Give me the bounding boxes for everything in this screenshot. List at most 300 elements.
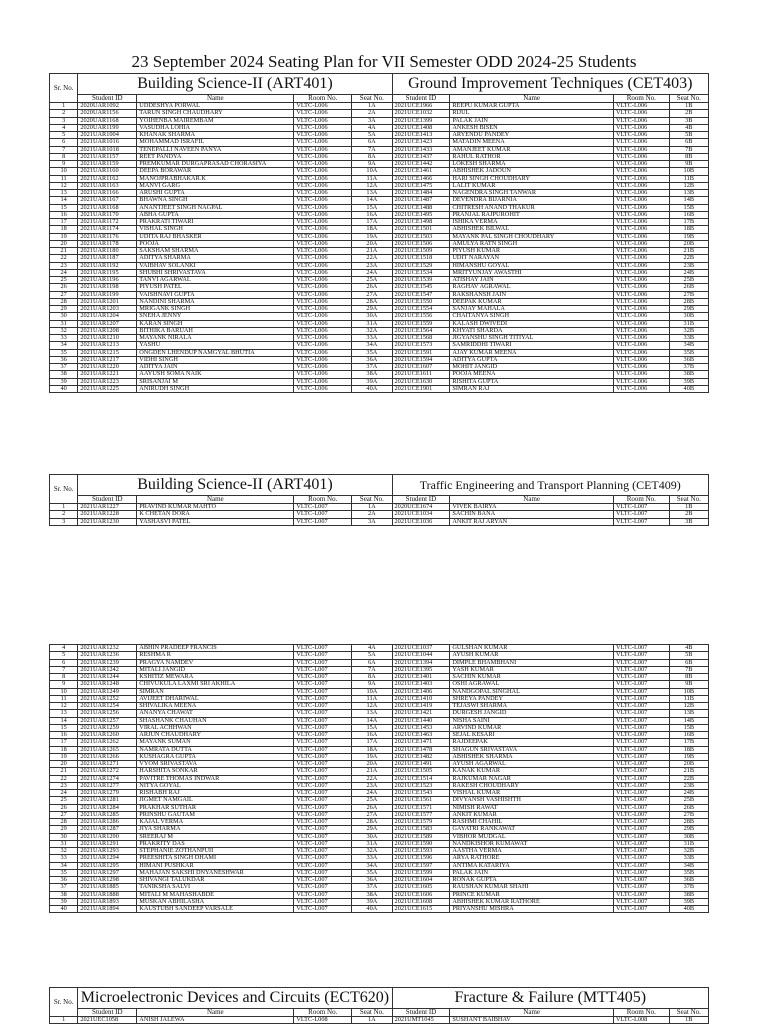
student-name-cell: UDITA RAJ BHASKER [137,233,294,240]
student-id-cell: 2021UCE1506 [392,240,450,247]
student-id-cell: 2021UCE1594 [392,356,450,363]
sr-no-cell: 28 [50,298,78,305]
table-row [50,826,709,833]
table-row [50,277,709,284]
sr-no-cell: 36 [50,877,78,884]
room-no-cell: VLTC-L006 [294,132,352,139]
student-name-cell: GULSHAN KUMAR [450,645,614,652]
student-id-cell: 2021UAR1287 [78,826,137,833]
room-no-cell: VLTC-L007 [294,840,352,847]
room-no-cell: VLTC-L007 [614,775,670,782]
student-name-cell: UDIT NARAYAN [450,255,614,262]
seat-no-cell: 1A [352,1017,392,1024]
student-id-cell: 2021UCE1966 [392,103,450,110]
table-row [50,168,709,175]
student-name-cell: PRINSHU GAUTAM [137,811,294,818]
student-id-cell: 2021UAR1192 [78,262,137,269]
student-name-cell: VISHAL SINGH [137,226,294,233]
student-id-cell: 2021UAR1259 [78,724,137,731]
seat-no-cell: 8A [352,674,392,681]
student-id-cell: 2021UAR1180 [78,248,137,255]
room-no-cell: VLTC-L007 [294,739,352,746]
sr-no-cell: 21 [50,768,78,775]
sr-no-cell: 27 [50,291,78,298]
student-name-cell: RIJUL [450,110,614,117]
seat-no-cell: 14A [352,197,392,204]
seat-no-cell: 22A [352,775,392,782]
student-id-cell: 2021UCE1514 [392,775,450,782]
student-name-cell: DIVYANSH VASHISHTH [450,797,614,804]
seat-no-cell: 40B [669,385,708,392]
student-name-cell: BITHIKA BARUAH [137,327,294,334]
student-id-cell: 2021UCE1573 [392,342,450,349]
student-id-cell: 2021UAR1266 [78,753,137,760]
room-no-cell: VLTC-L006 [294,197,352,204]
room-no-cell: VLTC-L007 [614,703,670,710]
room-no-cell: VLTC-L007 [294,855,352,862]
student-id-cell: 2021UAR1221 [78,371,137,378]
student-id-header: Student ID [392,496,450,504]
sr-no-cell: 6 [50,659,78,666]
seat-no-cell: 12A [352,182,392,189]
student-id-cell: 2021UAR1888 [78,891,137,898]
seat-no-cell: 7B [669,666,708,673]
room-no-cell: VLTC-L007 [294,666,352,673]
table-row [50,139,709,146]
student-id-cell: 2021UCE1901 [392,385,450,392]
table-row [50,306,709,313]
student-id-cell: 2021UCE1437 [392,153,450,160]
room-no-header: Room No. [294,95,352,103]
room-no-cell: VLTC-L007 [614,877,670,884]
seat-no-cell: 2A [352,511,392,518]
student-name-cell: JIGMET NAMGAIL [137,797,294,804]
seat-no-cell: 1B [669,504,708,511]
student-name-cell: TENEPALLI NAVEEN PANYA [137,146,294,153]
student-id-cell: 2021UCE1571 [392,804,450,811]
room-no-cell: VLTC-L007 [614,688,670,695]
student-name-cell: ARVIND KUMAR [450,724,614,731]
seat-no-cell: 34B [669,342,708,349]
table-row [50,848,709,855]
room-no-cell: VLTC-L006 [613,110,669,117]
table-row [50,746,709,753]
student-name-cell: AASTHA VERMA [450,848,614,855]
room-no-cell: VLTC-L007 [614,674,670,681]
table-row [50,761,709,768]
student-name-cell: ARUSHI GUPTA [137,190,294,197]
seat-no-cell: 27A [352,811,392,818]
student-id-cell: 2021UCE1403 [392,681,450,688]
student-name-cell: KANAK KUMAR [450,768,614,775]
room-no-cell: VLTC-L006 [294,342,352,349]
seat-no-cell: 25A [352,797,392,804]
table-row [50,349,709,356]
student-name-cell: PALAK JAIN [450,869,614,876]
room-no-cell: VLTC-L007 [294,652,352,659]
sr-no-cell: 15 [50,204,78,211]
room-no-cell: VLTC-L007 [294,518,352,525]
room-no-cell: VLTC-L007 [614,884,670,891]
room-no-cell: VLTC-L006 [613,233,669,240]
student-id-cell: 2021UCE1611 [392,371,450,378]
room-no-cell: VLTC-L007 [294,688,352,695]
student-name-cell: NANDINI SHARMA [137,298,294,305]
student-name-cell: NANDGOPAL SINGHAL [450,688,614,695]
table-row [50,190,709,197]
room-no-cell: VLTC-L007 [294,724,352,731]
seat-no-cell: 17B [669,219,708,226]
seat-no-cell: 16A [352,211,392,218]
table-row [50,262,709,269]
right-course-title: Traffic Engineering and Transport Planning (CET409) [392,475,708,496]
seat-no-cell: 34A [352,342,392,349]
sr-no-cell: 33 [50,855,78,862]
room-no-cell: VLTC-L006 [294,139,352,146]
seat-no-cell: 21B [669,248,708,255]
table-row [50,175,709,182]
room-no-cell: VLTC-L007 [614,746,670,753]
student-id-cell: 2021UCE1564 [392,327,450,334]
room-no-header: Room No. [294,1009,352,1017]
room-no-cell: VLTC-L007 [294,768,352,775]
seat-no-cell: 37A [352,364,392,371]
student-name-cell: AAYUSH SOMA NAIK [137,371,294,378]
student-id-cell: 2021UAR1284 [78,804,137,811]
seat-no-cell: 40A [352,906,392,913]
room-no-cell: VLTC-L007 [294,906,352,913]
seat-no-cell: 24A [352,269,392,276]
student-name-cell: ABHISHEK SHARMA [450,753,614,760]
student-id-cell: 2021UCE1547 [392,291,450,298]
sr-no-cell: 30 [50,313,78,320]
student-name-cell: VIBHOR MUDGAL [450,833,614,840]
sr-no-cell: 28 [50,819,78,826]
student-id-cell: 2021UAR1271 [78,761,137,768]
room-no-cell: VLTC-L006 [294,284,352,291]
seat-no-cell: 1A [352,103,392,110]
student-id-cell: 2021UCE1408 [392,124,450,131]
column-header-row [50,496,709,504]
seat-no-cell: 17B [669,739,708,746]
sr-no-cell: 35 [50,349,78,356]
student-name-cell: CHITRESH ANAND THAKUR [450,204,614,211]
student-name-cell: RONAK GUPTA [450,877,614,884]
room-no-cell: VLTC-L007 [294,819,352,826]
room-no-header: Room No. [294,496,352,504]
student-id-cell: 2021UCE1503 [392,233,450,240]
student-name-cell: TEJASWI SHARMA [450,703,614,710]
student-id-cell: 2021UAR1223 [78,378,137,385]
table-row [50,504,709,511]
seat-no-cell: 35A [352,869,392,876]
seat-no-cell: 33A [352,335,392,342]
student-id-cell: 2021UCE1484 [392,190,450,197]
seat-no-cell: 36B [669,877,708,884]
student-name-cell: MITALI M MAHASHABDE [137,891,294,898]
seat-no-cell: 35B [669,869,708,876]
table-row [50,320,709,327]
table-row [50,161,709,168]
sr-no-cell: 11 [50,695,78,702]
room-no-cell: VLTC-L006 [613,291,669,298]
seat-no-cell: 4A [352,124,392,131]
student-id-cell: 2021UAR1210 [78,335,137,342]
table-row [50,790,709,797]
seat-no-cell: 38A [352,371,392,378]
student-name-cell: SREERAJ M [137,833,294,840]
room-no-cell: VLTC-L007 [614,811,670,818]
seat-no-cell: 36A [352,356,392,363]
student-name-cell: ABHIN PRADEEP FRANCIS [137,645,294,652]
room-no-cell: VLTC-L006 [613,313,669,320]
table-row [50,819,709,826]
sr-no-cell: 15 [50,724,78,731]
left-course-title: Building Science-II (ART401) [78,475,392,496]
student-id-cell: 2021UAR1228 [78,511,137,518]
student-id-cell: 2021UCE1599 [392,869,450,876]
table-row [50,681,709,688]
student-id-cell: 2021UAR1207 [78,320,137,327]
seat-no-cell: 3B [669,518,708,525]
student-name-cell: SEJAL KESARI [450,732,614,739]
seat-no-cell: 40B [669,906,708,913]
room-no-cell: VLTC-L007 [614,753,670,760]
table-row [50,833,709,840]
seat-no-cell: 12B [669,703,708,710]
seat-no-cell: 11B [669,175,708,182]
student-id-cell: 2021UCE1577 [392,811,450,818]
seat-no-cell: 39A [352,378,392,385]
student-name-cell: STEPHANIE ZOTHANPUII [137,848,294,855]
seat-no-cell: 30A [352,833,392,840]
student-name-cell: PIYUSH KUMAR [450,248,614,255]
room-no-cell: VLTC-L008 [614,1017,670,1024]
seat-no-cell: 20A [352,240,392,247]
seat-no-cell: 25B [669,797,708,804]
sr-no-cell: 30 [50,833,78,840]
name-header: Name [137,496,294,504]
seat-no-cell: 19B [669,753,708,760]
room-no-cell: VLTC-L006 [613,255,669,262]
sr-no-cell: 40 [50,906,78,913]
sr-no-cell: 16 [50,732,78,739]
room-no-cell: VLTC-L006 [294,306,352,313]
student-name-cell: RISHABH RAJ [137,790,294,797]
seat-no-cell: 12B [669,182,708,189]
table-row [50,356,709,363]
room-no-cell: VLTC-L006 [294,175,352,182]
student-name-cell: CHIVUKULA LAXMI SRI AKHILA [137,681,294,688]
table-row [50,739,709,746]
room-no-cell: VLTC-L006 [294,240,352,247]
room-no-cell: VLTC-L007 [614,768,670,775]
seat-no-cell: 7A [352,666,392,673]
student-name-cell: K CHETAN DORA [137,511,294,518]
room-no-cell: VLTC-L006 [294,168,352,175]
seat-no-cell: 6A [352,139,392,146]
seat-no-cell: 39A [352,898,392,905]
student-id-cell: 2021UCE1579 [392,819,450,826]
student-name-cell: RAHUL RATHOR [450,153,614,160]
table-row [50,652,709,659]
student-id-cell: 2021UAR1178 [78,240,137,247]
student-id-cell: 2021UAR1232 [78,645,137,652]
student-id-cell: 2021UCE1433 [392,146,450,153]
room-no-cell: VLTC-L007 [294,848,352,855]
seat-no-cell: 20A [352,761,392,768]
seat-no-header: Seat No. [352,1009,392,1017]
seat-no-cell: 38B [669,891,708,898]
seat-no-cell: 31A [352,840,392,847]
sr-no-cell: 2 [50,511,78,518]
table-row [50,797,709,804]
student-name-cell: ISHIKA VERMA [450,219,614,226]
student-name-cell: PIYUSH PATEL [137,284,294,291]
seat-no-cell: 5A [352,652,392,659]
seat-no-cell: 33B [669,855,708,862]
sr-no-cell: 1 [50,103,78,110]
table-row [50,269,709,276]
room-no-cell: VLTC-L007 [294,717,352,724]
room-no-cell: VLTC-L006 [613,378,669,385]
sr-no-cell: 31 [50,320,78,327]
student-name-cell: VISHAL KUMAR [450,790,614,797]
room-no-header: Room No. [613,95,669,103]
room-no-cell: VLTC-L007 [614,666,670,673]
student-name-cell: SANJAY MAHALA [450,306,614,313]
table-row [50,753,709,760]
table-row [50,211,709,218]
seat-no-cell: 9B [669,681,708,688]
sr-no-cell: 29 [50,306,78,313]
student-id-cell: 2021UAR1256 [78,710,137,717]
student-id-cell: 2021UCE1044 [392,652,450,659]
room-no-cell: VLTC-L006 [613,277,669,284]
student-id-cell: 2021UAR1172 [78,219,137,226]
sr-no-cell: 22 [50,255,78,262]
seat-no-cell: 10A [352,168,392,175]
student-id-cell: 2021UCE1505 [392,768,450,775]
student-id-cell: 2021UCE1561 [392,797,450,804]
table-row [50,518,709,525]
student-id-cell: 2021UAR1004 [78,132,137,139]
room-no-cell: VLTC-L008 [294,1017,352,1024]
seat-no-cell: 5A [352,132,392,139]
page-title: 23 September 2024 Seating Plan for VII Semester ODD 2024-25 Students [131,52,637,71]
seat-no-cell: 29B [669,826,708,833]
student-name-cell: ANISH JALEWA [137,1017,294,1024]
seating-table-4 [49,987,709,1024]
student-name-cell: PRAGYA NAMDEV [137,659,294,666]
student-id-cell: 2021UEC1058 [78,1017,137,1024]
seat-no-cell: 3B [669,117,708,124]
sr-no-cell: 5 [50,652,78,659]
student-id-cell: 2021UCE1395 [392,666,450,673]
room-no-cell: VLTC-L007 [614,645,670,652]
room-no-cell: VLTC-L006 [613,320,669,327]
room-no-cell: VLTC-L007 [614,826,670,833]
seat-no-cell: 37B [669,364,708,371]
room-no-cell: VLTC-L006 [613,371,669,378]
seat-no-cell: 30A [352,313,392,320]
room-no-cell: VLTC-L007 [614,710,670,717]
student-name-cell: SNEHA JENNY [137,313,294,320]
student-name-cell: ANIRUDH SINGH [137,385,294,392]
seat-no-cell: 17A [352,219,392,226]
name-header: Name [450,496,614,504]
seat-no-cell: 31B [669,320,708,327]
room-no-cell: VLTC-L007 [614,862,670,869]
student-id-cell: 2021UCE1482 [392,753,450,760]
seat-no-cell: 27B [669,291,708,298]
seat-no-cell: 10A [352,688,392,695]
table-row [50,862,709,869]
room-no-cell: VLTC-L007 [614,761,670,768]
student-name-cell: SACHIN KUMAR [450,674,614,681]
seat-no-cell: 7B [669,146,708,153]
student-name-cell: MRIGANK SINGH [137,306,294,313]
student-id-cell: 2021UAR1230 [78,518,137,525]
room-no-cell: VLTC-L006 [294,269,352,276]
student-name-cell: MRITYUNJAY AWASTHI [450,269,614,276]
student-name-cell: UDDESHYA PORWAL [137,103,294,110]
room-no-cell: VLTC-L006 [294,298,352,305]
table-row [50,782,709,789]
room-no-cell: VLTC-L006 [613,132,669,139]
room-no-cell: VLTC-L006 [294,277,352,284]
student-id-cell: 2021UCE1036 [392,518,450,525]
room-no-cell: VLTC-L007 [614,797,670,804]
student-name-cell: REET PANDYA [137,153,294,160]
room-no-cell: VLTC-L007 [294,732,352,739]
student-id-cell: 2021UMT1045 [392,1017,450,1024]
room-no-cell: VLTC-L006 [613,385,669,392]
seat-no-cell: 16A [352,732,392,739]
sr-no-cell: 18 [50,226,78,233]
room-no-cell: VLTC-L006 [294,211,352,218]
room-no-cell: VLTC-L006 [294,313,352,320]
student-name-cell: SHAGUN SRIVASTAVA [450,746,614,753]
table-row [50,891,709,898]
table-row [50,204,709,211]
seat-no-cell: 6A [352,659,392,666]
student-id-cell: 2021UAR1159 [78,161,137,168]
student-name-cell: YOIHENBA MAIREMBAM [137,117,294,124]
room-no-header: Room No. [614,1009,670,1017]
seat-no-cell: 3A [352,518,392,525]
sr-no-cell: 39 [50,378,78,385]
table-row [50,659,709,666]
student-name-cell: KSHITIZ MEWARA [137,674,294,681]
sr-no-cell: 32 [50,327,78,334]
student-name-cell: NIMISH RAWAT [450,804,614,811]
sr-no-cell: 29 [50,826,78,833]
room-no-cell: VLTC-L007 [614,782,670,789]
room-no-cell: VLTC-L006 [613,335,669,342]
table-row [50,153,709,160]
room-no-cell: VLTC-L007 [294,695,352,702]
student-id-cell: 2021UCE1488 [392,204,450,211]
room-no-cell: VLTC-L007 [614,819,670,826]
student-id-cell: 2021UCE1591 [392,349,450,356]
student-name-cell: ARYENDU PANDEY [450,132,614,139]
student-id-header: Student ID [78,496,137,504]
seat-no-cell: 24B [669,269,708,276]
student-id-header: Student ID [78,1009,137,1017]
student-name-cell: SAMRIDDHI TIWARI [450,342,614,349]
sr-no-cell: 1 [50,504,78,511]
